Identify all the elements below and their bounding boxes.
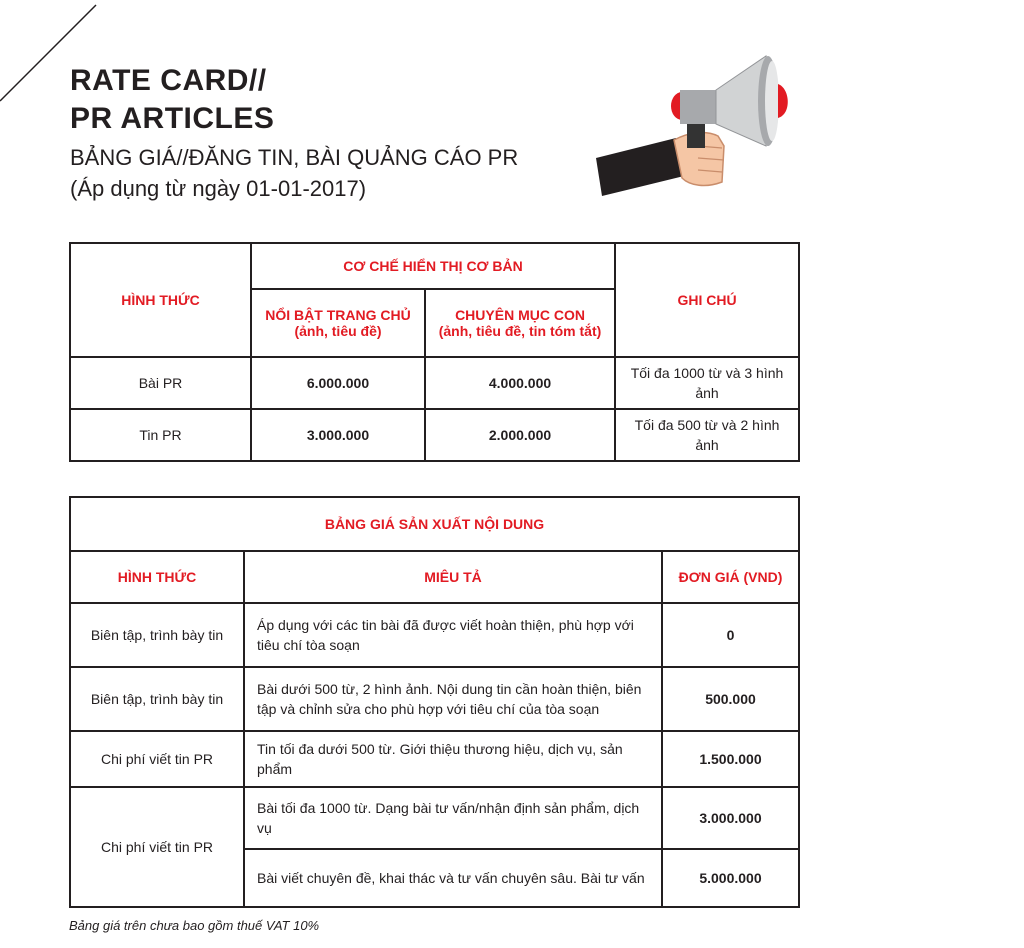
t1-row1-note: Tối đa 1000 từ và 3 hình ảnh — [615, 357, 799, 409]
t2-row2-desc: Bài dưới 500 từ, 2 hình ảnh. Nội dung tin cần hoàn thiện, biên tập và chỉnh sửa cho phù hợp với tiêu chí của tòa soạn — [244, 667, 662, 731]
table-row — [70, 731, 799, 787]
title-line-1: RATE CARD// — [70, 64, 267, 97]
t2-header-type: HÌNH THỨC — [70, 551, 244, 603]
t1-row2-note: Tối đa 500 từ và 2 hình ảnh — [615, 409, 799, 461]
t2-row3-price: 1.500.000 — [662, 731, 799, 787]
t2-header-price: ĐƠN GIÁ (VND) — [662, 551, 799, 603]
t1-header-sub — [425, 289, 615, 357]
t1-header-home-label: NỔI BẬT TRANG CHỦ — [265, 307, 411, 323]
t2-row1-desc: Áp dụng với các tin bài đã được viết hoàn thiện, phù hợp với tiêu chí tòa soạn — [244, 603, 662, 667]
table-row — [70, 603, 799, 667]
t1-header-group: CƠ CHẾ HIỂN THỊ CƠ BẢN — [251, 243, 615, 289]
t2-row2-price: 500.000 — [662, 667, 799, 731]
t2-row5-price: 5.000.000 — [662, 849, 799, 907]
t2-header-desc: MIÊU TẢ — [244, 551, 662, 603]
vat-footnote: Bảng giá trên chưa bao gồm thuế VAT 10% — [69, 918, 320, 933]
t1-header-type: HÌNH THỨC — [70, 243, 251, 357]
t2-row2-type: Biên tập, trình bày tin — [70, 667, 244, 731]
table-row — [70, 409, 799, 461]
table-row — [70, 357, 799, 409]
t1-row2-home: 3.000.000 — [251, 409, 425, 461]
t1-header-home-detail: (ảnh, tiêu đề) — [294, 323, 382, 339]
t2-row4-price: 3.000.000 — [662, 787, 799, 849]
t1-row1-type: Bài PR — [70, 357, 251, 409]
t2-row4-desc: Bài tối đa 1000 từ. Dạng bài tư vấn/nhận định sản phẩm, dịch vụ — [244, 787, 662, 849]
table-row — [70, 787, 799, 849]
t2-row4-type: Chi phí viết tin PR — [70, 787, 244, 907]
t1-header-note: GHI CHÚ — [615, 243, 799, 357]
t1-header-home — [251, 289, 425, 357]
t2-row1-type: Biên tập, trình bày tin — [70, 603, 244, 667]
table-row — [70, 667, 799, 731]
t1-header-sub-label: CHUYÊN MỤC CON — [455, 307, 585, 323]
t1-row2-sub: 2.000.000 — [425, 409, 615, 461]
t1-row1-home: 6.000.000 — [251, 357, 425, 409]
megaphone-icon — [594, 50, 804, 200]
title-line-2: PR ARTICLES — [70, 102, 275, 135]
header-block — [70, 62, 518, 204]
t2-row3-desc: Tin tối đa dưới 500 từ. Giới thiệu thương hiệu, dịch vụ, sản phẩm — [244, 731, 662, 787]
effective-date: (Áp dụng từ ngày 01-01-2017) — [70, 176, 367, 201]
content-production-table — [69, 496, 800, 908]
display-pricing-table — [69, 242, 800, 462]
t2-row5-desc: Bài viết chuyên đề, khai thác và tư vấn chuyên sâu. Bài tư vấn — [244, 849, 662, 907]
subtitle: BẢNG GIÁ//ĐĂNG TIN, BÀI QUẢNG CÁO PR — [70, 145, 519, 170]
t1-header-sub-detail: (ảnh, tiêu đề, tin tóm tắt) — [438, 323, 602, 339]
t2-row1-price: 0 — [662, 603, 799, 667]
t2-row3-type: Chi phí viết tin PR — [70, 731, 244, 787]
t2-title: BẢNG GIÁ SẢN XUẤT NỘI DUNG — [70, 497, 799, 551]
t1-row1-sub: 4.000.000 — [425, 357, 615, 409]
t1-row2-type: Tin PR — [70, 409, 251, 461]
